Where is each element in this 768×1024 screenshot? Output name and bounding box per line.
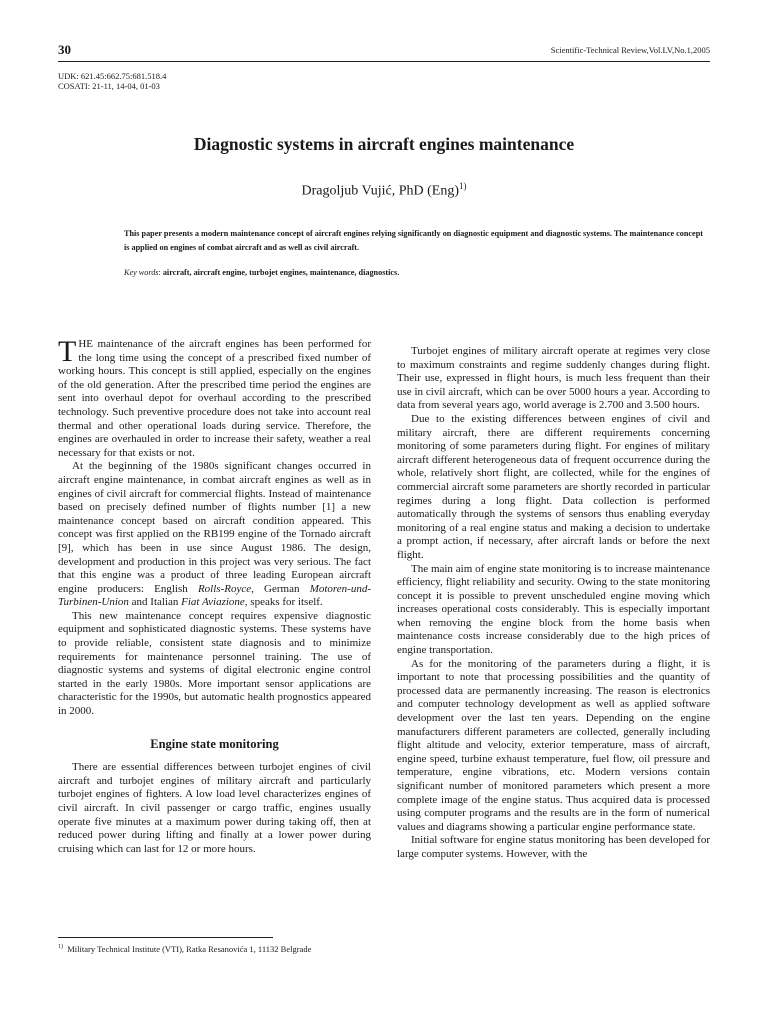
left-column	[58, 335, 371, 856]
keywords-separator: :	[158, 268, 163, 277]
paragraph: There are essential differences between turbojet engines of civil aircraft and turbojet engines of military aircraft and particularly turbojet engines of fighters. A low load level characterizes engines of civil aircraft. In civil passenger or cargo traffic, engines usually operate five minutes at a maximum power during taking off, then at reduced power during lifting and finally at a lower power during cruising which can last for 12 or more hours.	[58, 761, 371, 855]
keywords-list: aircraft, aircraft engine, turbojet engines, maintenance, diagnostics.	[162, 268, 400, 277]
running-header	[58, 42, 710, 58]
footnote-marker: 1)	[58, 944, 63, 951]
author-footnote-marker: 1)	[459, 181, 467, 191]
author-line	[58, 181, 710, 200]
paragraph: This new maintenance concept requires expensive diagnostic equipment and sophisticated diagnostic systems. These systems have to provide reliable, consistent state diagnosis and to minimize requirements for maintenance personnel training. The use of diagnostic systems and systems of digital electronic engine control started in the early 1980s. More important sensor applications are characteristic for the 1990s, but automatic health prognostics appeared in 2000.	[58, 609, 371, 718]
footnote-rule	[58, 937, 273, 938]
keywords	[124, 267, 710, 279]
italic-name: Rolls-Royce	[197, 582, 252, 595]
footnote-text: Military Technical Institute (VTI), Ratka Resanovića 1, 11132 Belgrade	[67, 944, 312, 954]
paragraph: At the beginning of the 1980s significant changes occurred in aircraft engine maintenance, in combat aircraft engines as well as in engines of civil aircraft for commercial flights. Instead of maintenance based on precisely defined number of flights number [1] a new maintenance concept based on aircraft condition appeared. This concept was first applied on the RB199 engine of the Tornado aircraft [9], which has been in use since August 1986. The design, development and production in this project was very serious. The fact that this engine was a product of three leading European aircraft engine producers: English Rolls-Royce, German Motoren-und-Turbinen-Union and Italian Fiat Aviazione, speaks for itself.	[58, 460, 371, 609]
paragraph: The main aim of engine state monitoring is to increase maintenance efficiency, flight reliability and security. Owing to the state monitoring concept it is possible to prevent unscheduled engine moving which increases operational costs considerably. This is especially important when removing the engine block from the home basis when maintenance costs increase considerably due to the high prices of engine transportation.	[397, 562, 710, 657]
author-name: Dragoljub Vujić, PhD (Eng)	[301, 183, 460, 199]
page-number: 30	[58, 42, 71, 57]
drop-cap: T	[58, 335, 77, 368]
udk-code: UDK: 621.45:662.75:681.518.4	[58, 71, 167, 81]
footnote	[58, 944, 311, 954]
header-rule	[58, 61, 710, 62]
italic-name: Fiat Aviazione	[181, 596, 245, 609]
journal-citation: Scientific-Technical Review,Vol.LV,No.1,2005	[550, 45, 710, 55]
paragraph: Turbojet engines of military aircraft operate at regimes very close to maximum constraints and regime suddenly changes during flight. Their use, expressed in flight hours, is much less frequent than their use in civil aircraft, which can be over 5000 hours a year. According to data from several years ago, world average is 2.700 and 3.500 hours.	[397, 345, 710, 412]
abstract: This paper presents a modern maintenance concept of aircraft engines relying significantly on diagnostic equipment and diagnostic systems. The maintenance concept is applied on engines of combat aircraft and as well as civil aircraft.	[124, 229, 703, 252]
paper-title: Diagnostic systems in aircraft engines maintenance	[193, 134, 575, 154]
paragraph: Due to the existing differences between engines of civil and military aircraft, there are different requirements concerning monitoring of some parameters during flight. For engines of military aircraft different heterogeneous data of frequent occurrence during the whole, relatively short flight, are collected, while for the engines of commercial aircraft some parameters are shortly recorded in particular regimes during a long flight. Data collection is performed automatically through the systems of sensors thus enabling everyday monitoring of a real engine status and making a decision to undertake a prompt action, if necessary, after aircraft lands or before the next flight.	[397, 412, 710, 561]
paragraph-text: HE maintenance of the aircraft engines has been performed for the long time using the concept of a prescribed fixed number of working hours. This concept is still applied, especially on the engines of the old generation. After the prescribed time period the engines are sent into overhaul depot for overhaul according to the prescribed technology. Such preventive procedure does not take into account real thermal and other operational loads during service. Therefore, the engines are overhauled in order to increase their safety, weather a real necessary for that exists or not.	[58, 338, 371, 459]
classification-codes	[58, 71, 166, 91]
right-column	[397, 345, 710, 862]
paragraph: Initial software for engine status monitoring has been developed for large computer systems. However, with the	[397, 834, 710, 860]
section-heading: Engine state monitoring	[150, 736, 279, 751]
paragraph: As for the monitoring of the parameters during a flight, it is important to note that processing possibilities and the quantity of processed data are permanently increasing. The reason is electronics and computer technology development as well as applied software development over the last ten years. Depending on the engine manufacturers different parameters are collected, generally including flight altitude and velocity, exterior temperature, mass of aircraft, engine speed, turbine exhaust temperature, fuel flow, oil pressure and temperature, engine vibrations, etc. Modern versions contain significant number of monitored parameters which present a more complete image of the engine status. Thus acquired data is processed using computer programs and the results are in the form of numerical values and diagrams showing a particular engine performance state.	[397, 657, 710, 833]
keywords-label: Key words	[124, 268, 159, 277]
paragraph	[58, 335, 371, 460]
italic-name: Motoren-und-Turbinen-Union	[58, 582, 371, 609]
cosati-code: COSATI: 21-11, 14-04, 01-03	[58, 81, 160, 91]
